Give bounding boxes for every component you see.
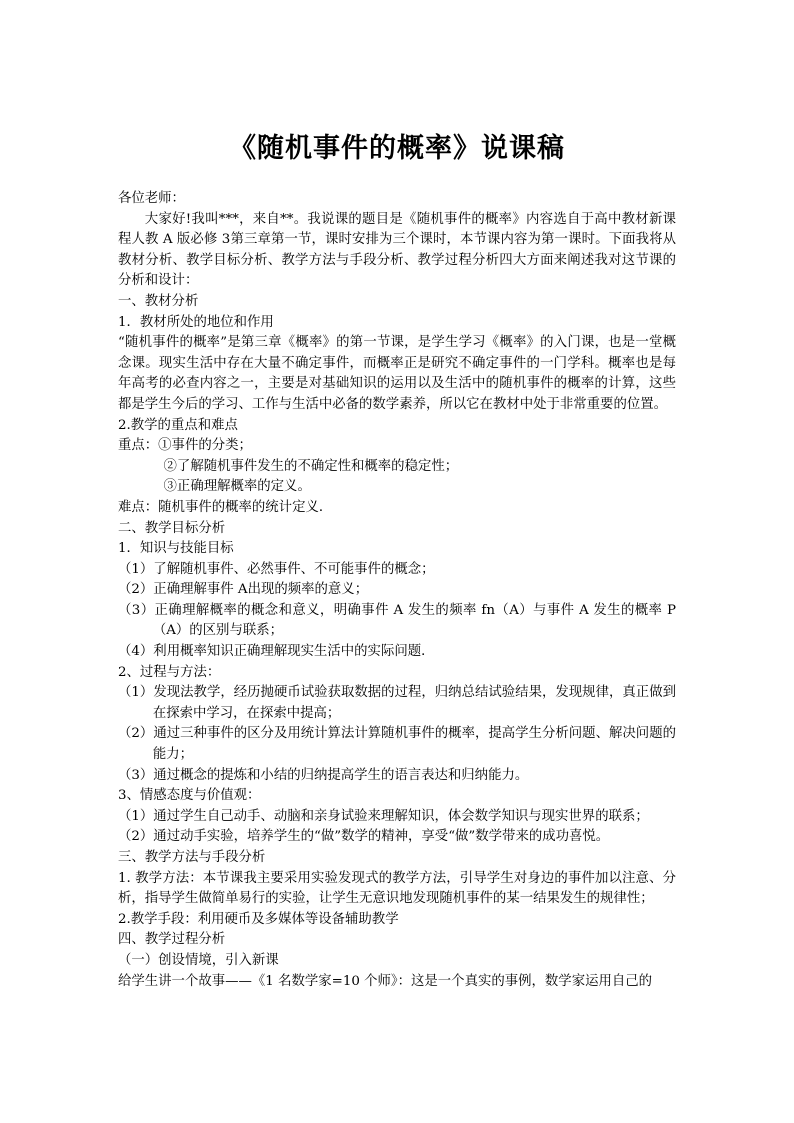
document-body — [118, 189, 676, 992]
paragraph: 2.教学手段：利用硬币及多媒体等设备辅助教学 — [118, 911, 399, 927]
list-item: （2）正确理解事件 A出现的频率的意义； — [118, 582, 369, 598]
list-item: （2）通过三种事件的区分及用统计算法计算随机事件的概率，提高学生分析问题、解决问题的能力； — [118, 726, 676, 763]
subsection-heading: 2.教学的重点和难点 — [118, 417, 238, 433]
subsection-heading: 3、情感态度与价值观： — [118, 788, 261, 804]
list-item: （2）通过动手实验，培养学生的“做”数学的精神，享受“做”数学带来的成功喜悦。 — [118, 829, 610, 845]
list-item: （3）通过概念的提炼和小结的归纳提高学生的语言表达和归纳能力。 — [118, 767, 529, 783]
section-heading: 二、教学目标分析 — [118, 520, 226, 536]
section-heading: 三、教学方法与手段分析 — [118, 850, 266, 865]
difficulty: 难点：随机事件的概率的统计定义． — [118, 499, 333, 515]
document-title: 《随机事件的概率》说课稿 — [229, 133, 565, 164]
list-item: （4）利用概率知识正确理解现实生活中的实际问题． — [118, 644, 435, 660]
subsection-heading: （一）创设情境，引入新课 — [118, 952, 279, 968]
paragraph: 给学生讲一个故事——《1 名数学家=10 个师》：这是一个真实的事例，数学家运用自己的 — [118, 973, 653, 989]
paragraph: “随机事件的概率”是第三章《概率》的第一节课，是学生学习《概率》的入门课，也是一堂概念课。现实生活中存在大量不确定事件，而概率正是研究不确定事件的一门学科。概率也是每年高考的必查内容之一，主要是对基础知识的运用以及生活中的随机事件的概率的计算，这些都是学生今后的学习、工作与生活中必备的数学素养，所以它在教材中处于非常重要的位置。 — [118, 335, 676, 412]
greeting: 各位老师： — [118, 191, 185, 206]
subsection-heading: 2、过程与方法： — [118, 664, 221, 680]
paragraph: 1. 教学方法：本节课我主要采用实验发现式的教学方法，引导学生对身边的事件加以注意、分析，指导学生做简单易行的实验，让学生无意识地发现随机事件的某一结果发生的规律性； — [118, 870, 676, 907]
key-point: ②了解随机事件发生的不确定性和概率的稳定性； — [163, 458, 459, 474]
subsection-heading: 1．教材所处的地位和作用 — [118, 314, 274, 330]
subsection-heading: 1．知识与技能目标 — [118, 541, 234, 557]
key-point: ③正确理解概率的定义。 — [163, 479, 311, 495]
list-item: （1）通过学生自己动手、动脑和亲身试验来理解知识，体会数学知识与现实世界的联系； — [118, 808, 649, 824]
intro-paragraph: 大家好!我叫***，来自**。我说课的题目是《随机事件的概率》内容选自于高中教材新课程人教 A 版必修 3第三章第一节，课时安排为三个课时，本节课内容为第一课时。下面我将从教材分析、教学目标分析、教学方法与手段分析、教学过程分析四大方面来阐述我对这节课的分析和设计： — [118, 211, 676, 289]
list-item: （1）了解随机事件、必然事件、不可能事件的概念； — [118, 561, 435, 577]
section-heading: 一、教材分析 — [118, 293, 199, 309]
section-heading: 四、教学过程分析 — [118, 932, 226, 948]
list-item: （3）正确理解概率的概念和意义，明确事件 A 发生的频率 fn（A）与事件 A 发生的概率 P（A）的区别与联系； — [118, 602, 676, 639]
list-item: （1）发现法教学，经历抛硬币试验获取数据的过程，归纳总结试验结果，发现规律，真正做到在探索中学习，在探索中提高； — [118, 685, 676, 721]
key-point: 重点：①事件的分类； — [118, 438, 252, 454]
